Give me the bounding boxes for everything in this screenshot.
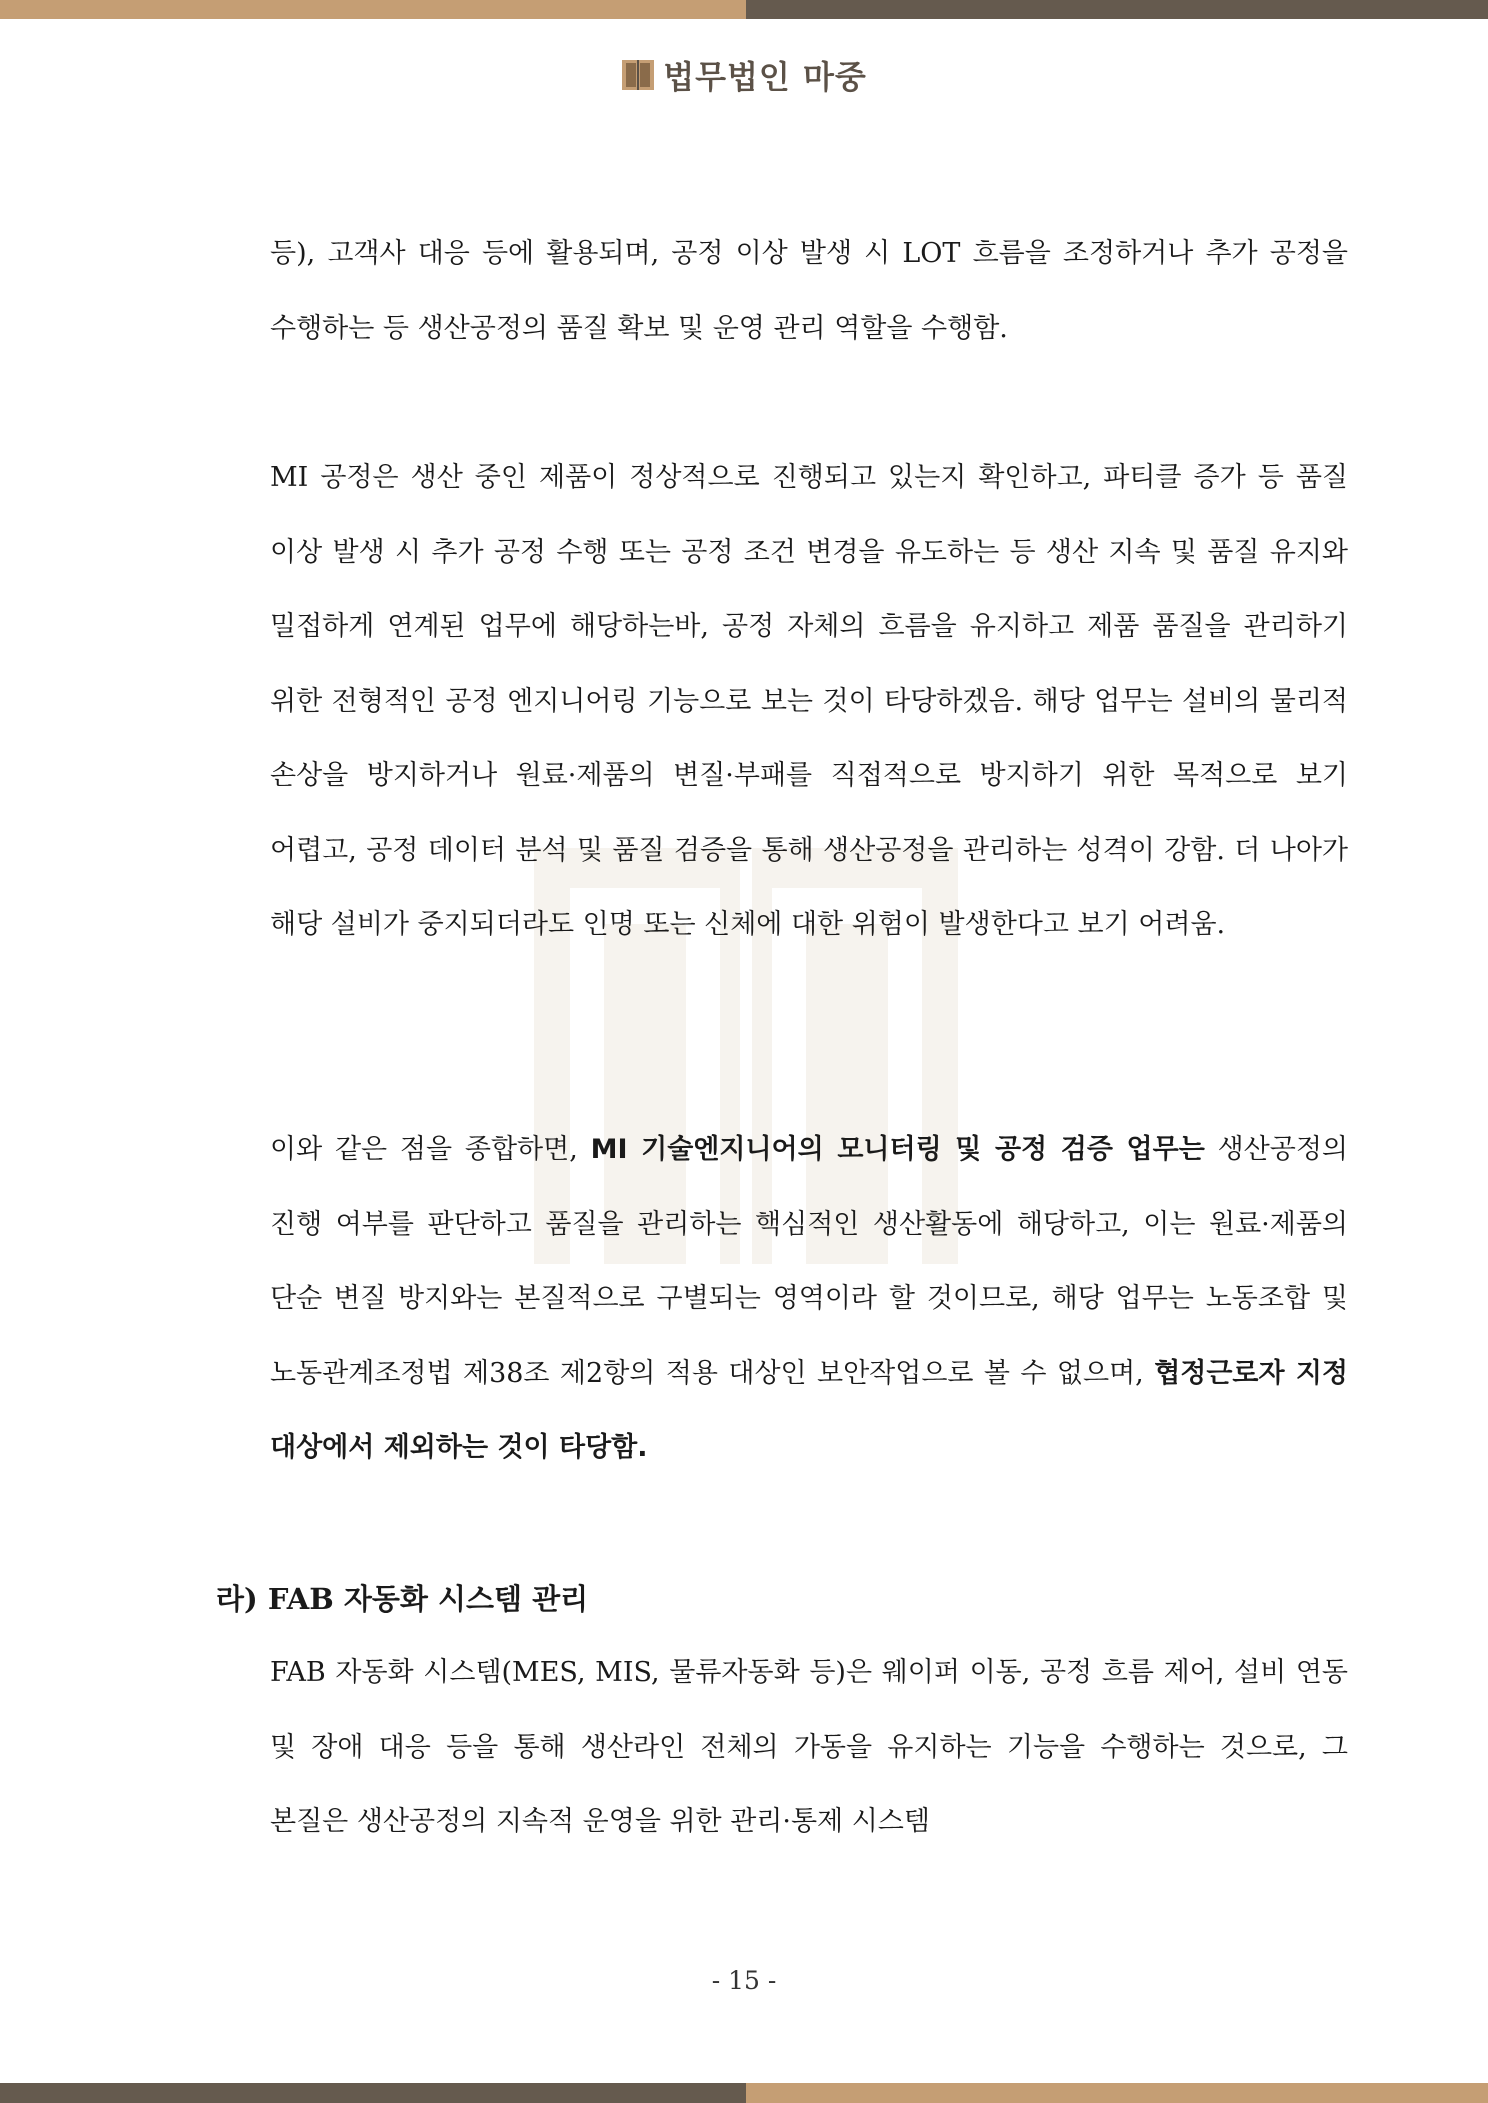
conclusion-emphasis-2: 협정근로자 지정 대상에서 제외하는 것이 타당함. — [270, 1357, 1348, 1463]
conclusion-lead: 이와 같은 점을 종합하면, — [270, 1134, 591, 1165]
page-header — [0, 52, 1488, 98]
conclusion-middle: 생산공정의 진행 여부를 판단하고 품질을 관리하는 핵심적인 생산활동에 해당하고, 이는 원료·제품의 단순 변질 방지와는 본질적으로 구별되는 영역이라 할 것이므로, 해당 업무는 노동조합 및 노동관계조정법 제38조 제2항의 적용 대상인 보안작업으로 볼 수 없으며, — [270, 1134, 1349, 1389]
top-accent-bar-right — [746, 0, 1488, 19]
book-logo-icon — [621, 58, 655, 92]
top-accent-bar-left — [0, 0, 746, 19]
page-number: - 15 - — [711, 1966, 777, 1995]
paragraph-mi-process: MI 공정은 생산 중인 제품이 정상적으로 진행되고 있는지 확인하고, 파티클 증가 등 품질 이상 발생 시 추가 공정 수행 또는 공정 조건 변경을 유도하는 등 생산 지속 및 품질 유지와 밀접하게 연계된 업무에 해당하는바, 공정 자체의 흐름을 유지하고 제품 품질을 관리하기 위한 전형적인 공정 엔지니어링 기능으로 보는 것이 타당하겠음. 해당 업무는 설비의 물리적 손상을 방지하거나 원료·제품의 변질·부패를 직접적으로 방지하기 위한 목적으로 보기 어렵고, 공정 데이터 분석 및 품질 검증을 통해 생산공정을 관리하는 성격이 강함. 더 나아가 해당 설비가 중지되더라도 인명 또는 신체에 대한 위험이 발생한다고 보기 어려움. — [270, 462, 1348, 940]
paragraph-fab-automation: FAB 자동화 시스템(MES, MIS, 물류자동화 등)은 웨이퍼 이동, 공정 흐름 제어, 설비 연동 및 장애 대응 등을 통해 생산라인 전체의 가동을 유지하는 기능을 수행하는 것으로, 그 본질은 생산공정의 지속적 운영을 위한 관리·통제 시스템 — [270, 1657, 1348, 1837]
bottom-accent-bar-left — [0, 2083, 746, 2103]
firm-name: 법무법인 마중 — [663, 58, 867, 96]
section-heading-fab-automation: 라) FAB 자동화 시스템 관리 — [216, 1582, 589, 1616]
paragraph-conclusion — [270, 1113, 1348, 1486]
bottom-accent-bar-right — [746, 2083, 1488, 2103]
paragraph-continuation: 등), 고객사 대응 등에 활용되며, 공정 이상 발생 시 LOT 흐름을 조정하거나 추가 공정을 수행하는 등 생산공정의 품질 확보 및 운영 관리 역할을 수행함. — [270, 238, 1348, 344]
conclusion-emphasis-1: MI 기술엔지니어의 모니터링 및 공정 검증 업무는 — [590, 1134, 1205, 1165]
